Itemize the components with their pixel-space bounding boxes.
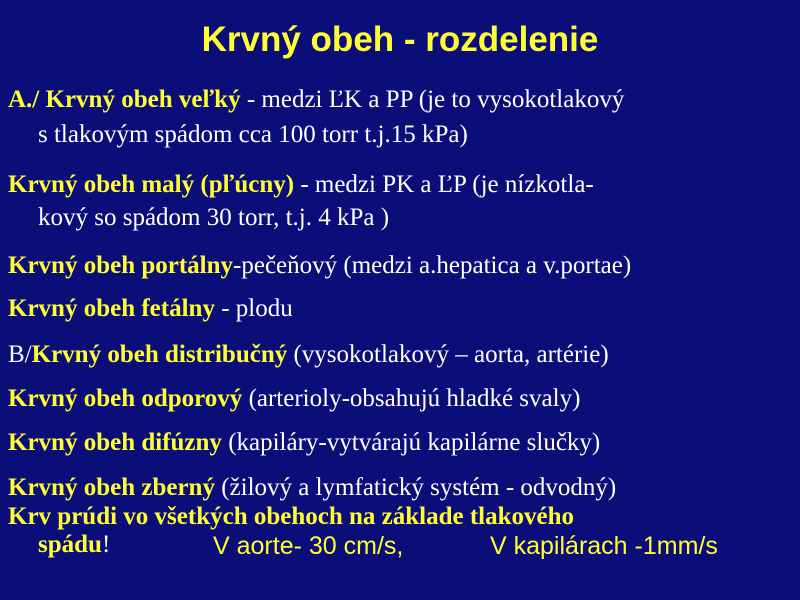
term: Krvný obeh portálny xyxy=(8,252,234,279)
description: - medzi ĽK a PP (je to vysokotlakový xyxy=(240,86,625,113)
section-prefix: A./ xyxy=(8,86,46,113)
term: Krvný obeh difúzny xyxy=(8,429,222,456)
line-fetalny xyxy=(8,294,293,324)
line-spadu xyxy=(38,530,110,560)
term: Krv prúdi vo všetkých obehoch na základe tlakového xyxy=(8,503,575,530)
term: Krvný obeh malý (pľúcny) xyxy=(8,171,295,198)
term: spádu xyxy=(38,531,102,558)
line-a-velky xyxy=(8,85,624,115)
description: -pečeňový (medzi a.hepatica a v.portae) xyxy=(233,252,632,279)
description: - medzi PK a ĽP (je nízkotla- xyxy=(294,171,594,198)
term: Krvný obeh distribučný xyxy=(31,341,288,368)
line-b-distribucny xyxy=(8,340,609,370)
term: Krvný obeh fetálny xyxy=(8,295,215,322)
line-zberny xyxy=(8,473,616,503)
section-prefix: B/ xyxy=(8,341,32,368)
description: (arterioly-obsahujú hladké svaly) xyxy=(242,385,581,412)
description: - plodu xyxy=(214,295,293,322)
term: Krvný obeh zberný xyxy=(8,474,215,501)
description: (vysokotlakový – aorta, artérie) xyxy=(287,341,609,368)
line-difuzny xyxy=(8,428,600,458)
line-prudi xyxy=(8,504,574,530)
line-odporovy xyxy=(8,384,580,414)
speed-kapilary: V kapilárach -1mm/s xyxy=(490,532,718,560)
slide-title: Krvný obeh - rozdelenie xyxy=(201,20,599,59)
description: kový so spádom 30 torr, t.j. 4 kPa ) xyxy=(38,204,390,231)
exclamation: ! xyxy=(101,531,111,558)
speed-aorta: V aorte- 30 cm/s, xyxy=(213,532,404,560)
line-maly xyxy=(8,170,594,200)
description: s tlakovým spádom cca 100 torr t.j.15 kPa) xyxy=(38,121,468,148)
term: Krvný obeh veľký xyxy=(45,86,241,113)
description: (kapiláry-vytvárajú kapilárne slučky) xyxy=(221,429,601,456)
term: Krvný obeh odporový xyxy=(8,385,243,412)
line-a-velky-cont xyxy=(38,120,468,150)
line-maly-cont xyxy=(38,203,389,233)
description: (žilový a lymfatický systém - odvodný) xyxy=(214,474,617,501)
line-portalny xyxy=(8,251,631,281)
